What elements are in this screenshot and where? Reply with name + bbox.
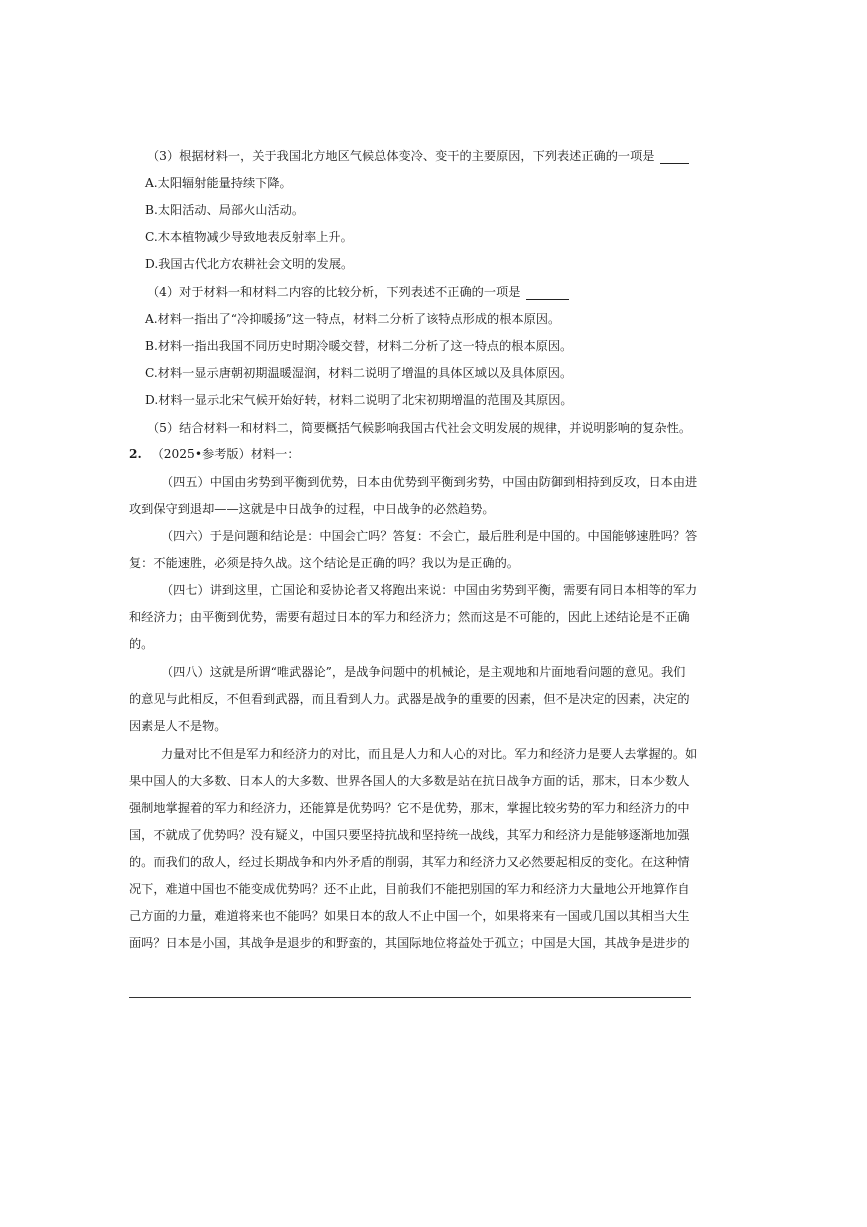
passage-line: 国，不就成了优势吗？没有疑义，中国只要坚持抗战和坚持统一战线，其军力和经济力是能够逐渐地加强 bbox=[129, 828, 690, 842]
passage-line: 和经济力；由平衡到优势，需要有超过日本的军力和经济力；然而这是不可能的，因此上述结论是不正确 bbox=[129, 610, 690, 624]
q3-stem-text: （3）根据材料一，关于我国北方地区气候总体变冷、变干的主要原因，下列表述正确的一项是 bbox=[147, 149, 655, 163]
passage-line: 的意见与此相反，不但看到武器，而且看到人力。武器是战争的重要的因素，但不是决定的因素，决定的 bbox=[129, 692, 690, 706]
q3-answer-blank[interactable] bbox=[660, 150, 689, 164]
passage-line: 攻到保守到退却——这就是中日战争的过程，中日战争的必然趋势。 bbox=[129, 502, 495, 516]
q5-stem: （5）结合材料一和材料二，简要概括气候影响我国古代社会文明发展的规律，并说明影响的复杂性。 bbox=[147, 421, 692, 435]
q3-option-a: A.太阳辐射能量持续下降。 bbox=[145, 176, 292, 190]
passage-line: 果中国人的大多数、日本人的大多数、世界各国人的大多数是站在抗日战争方面的话，那末，日本少数人 bbox=[129, 774, 690, 788]
q4-option-d: D.材料一显示北宋气候开始好转，材料二说明了北宋初期增温的范围及其原因。 bbox=[145, 393, 573, 407]
q2-header bbox=[129, 446, 300, 462]
q3-option-b: B.太阳活动、局部火山活动。 bbox=[145, 203, 305, 217]
footer-divider bbox=[129, 997, 691, 998]
passage-line: 况下，难道中国也不能变成优势吗？还不止此，目前我们不能把别国的军力和经济力大量地公开地算作自 bbox=[129, 882, 690, 896]
passage-line: 复：不能速胜，必须是持久战。这个结论是正确的吗？我以为是正确的。 bbox=[129, 556, 519, 570]
passage-line: 因素是人不是物。 bbox=[129, 719, 227, 733]
q3-stem bbox=[147, 148, 689, 164]
passage-line: 的。而我们的敌人，经过长期战争和内外矛盾的削弱，其军力和经济力又必然要起相反的变化。在这种情 bbox=[129, 855, 690, 869]
passage-line: 的。 bbox=[129, 637, 154, 651]
q4-option-b: B.材料一指出我国不同历史时期冷暖交替，材料二分析了这一特点的根本原因。 bbox=[145, 339, 573, 353]
q4-answer-blank[interactable] bbox=[526, 286, 569, 300]
passage-line: （四七）讲到这里，亡国论和妥协论者又将跑出来说：中国由劣势到平衡，需要有同日本相等的军力 bbox=[161, 583, 698, 597]
question-number: 2. bbox=[129, 447, 142, 461]
passage-line: 面吗？日本是小国，其战争是退步的和野蛮的，其国际地位将益处于孤立；中国是大国，其战争是进步的 bbox=[129, 936, 690, 950]
q4-option-c: C.材料一显示唐朝初期温暖湿润，材料二说明了增温的具体区域以及具体原因。 bbox=[145, 366, 573, 380]
q3-option-d: D.我国古代北方农耕社会文明的发展。 bbox=[145, 257, 354, 271]
q4-stem bbox=[147, 284, 569, 300]
passage-line: （四五）中国由劣势到平衡到优势，日本由优势到平衡到劣势，中国由防御到相持到反攻，日本由进 bbox=[161, 475, 698, 489]
q4-stem-text: （4）对于材料一和材料二内容的比较分析，下列表述不正确的一项是 bbox=[147, 285, 521, 299]
passage-line: （四八）这就是所谓“唯武器论”，是战争问题中的机械论，是主观地和片面地看问题的意见。我们 bbox=[161, 665, 686, 679]
q4-option-a: A.材料一指出了“冷抑暖扬”这一特点，材料二分析了该特点形成的根本原因。 bbox=[145, 312, 561, 326]
passage-line: 强制地掌握着的军力和经济力，还能算是优势吗？它不是优势，那末，掌握比较劣势的军力和经济力的中 bbox=[129, 801, 690, 815]
question-source: （2025•参考版）材料一： bbox=[151, 447, 300, 461]
passage-line: （四六）于是问题和结论是：中国会亡吗？答复：不会亡，最后胜利是中国的。中国能够速胜吗？答 bbox=[161, 529, 698, 543]
passage-line: 己方面的力量，难道将来也不能吗？如果日本的敌人不止中国一个，如果将来有一国或几国以其相当大生 bbox=[129, 909, 690, 923]
passage-line: 力量对比不但是军力和经济力的对比，而且是人力和人心的对比。军力和经济力是要人去掌握的。如 bbox=[161, 747, 698, 761]
q3-option-c: C.木本植物减少导致地表反射率上升。 bbox=[145, 230, 353, 244]
